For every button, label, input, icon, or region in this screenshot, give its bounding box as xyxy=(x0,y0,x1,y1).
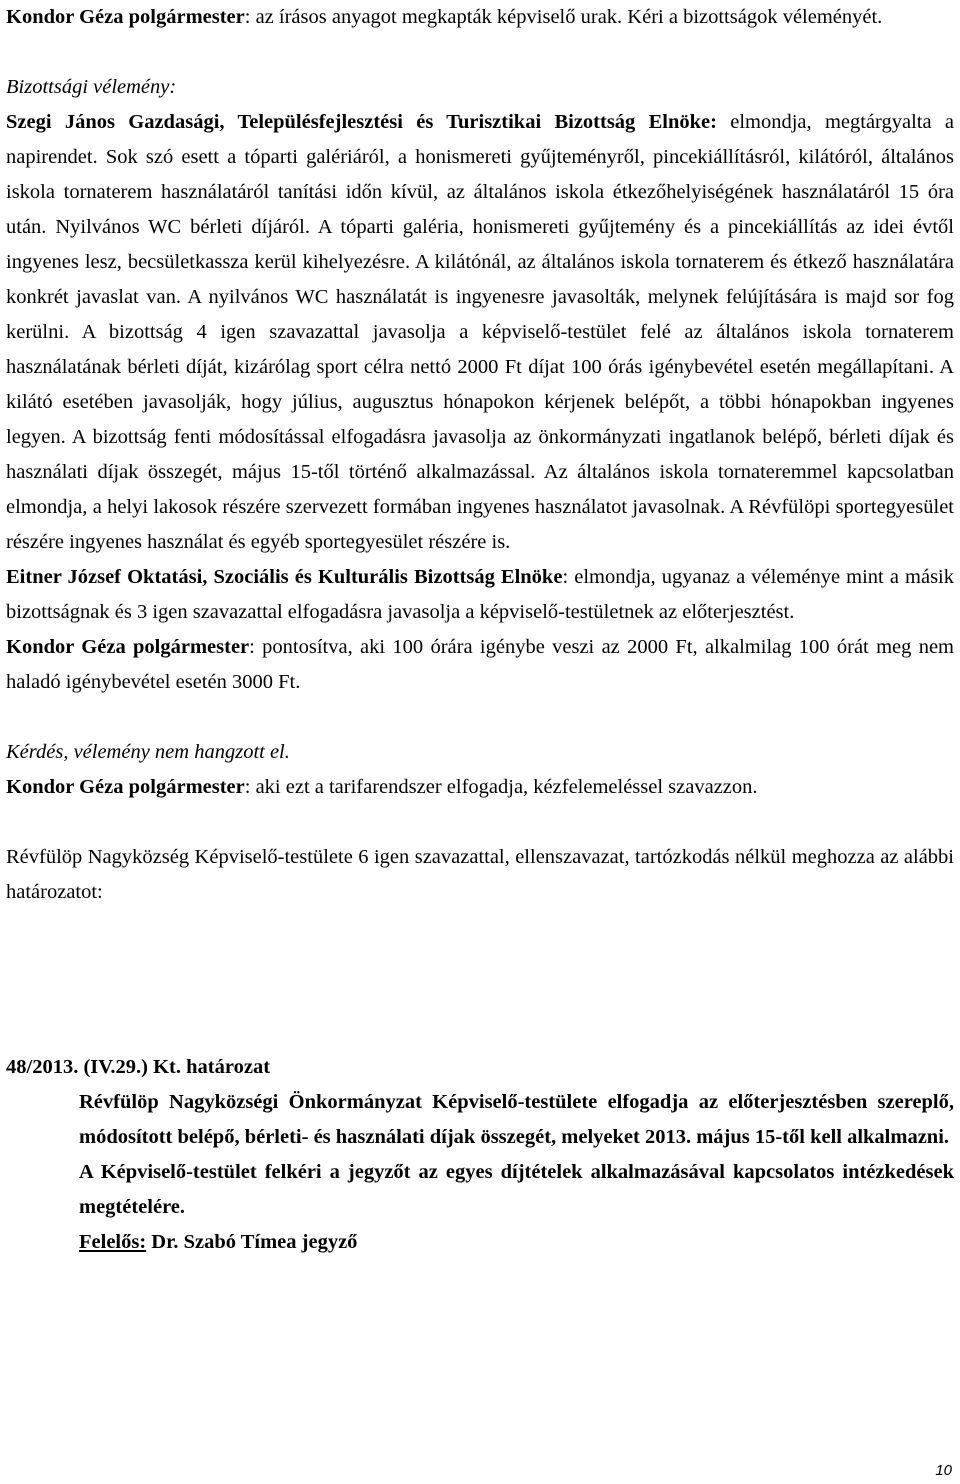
resolution-request: A Képviselő-testület felkéri a jegyzőt az egyes díjtételek alkalmazásával kapcsolatos intézkedések megtételére. xyxy=(79,1161,954,1218)
speaker-name: Kondor Géza polgármester xyxy=(6,776,245,798)
paragraph-text: : az írásos anyagot megkapták képviselő urak. Kéri a bizottságok véleményét. xyxy=(244,6,883,28)
paragraph-text: elmondja, megtárgyalta a napirendet. Sok szó esett a tóparti galériáról, a honismereti gyűjteményről, pincekiállításról, kilátóról, általános iskola tornaterem használatáról tanítási időn kívül, az általános iskola étkezőhelyiségének használatáról 15 óra után. Nyilvános WC bérleti díjáról. A tóparti galéria, honismereti gyűjtemény és a pincekiállítás az idei évtől ingyenes lesz, becsületkassza kerül kihelyezésre. A kilátónál, az általános iskola tornaterem és étkező használatára konkrét javaslat van. A nyilvános WC használatát is ingyenesre javasolták, melynek felújítására is majd sor fog kerülni. A bizottság 4 igen szavazattal javasolja a képviselő-testület felé az általános iskola tornaterem használatának bérleti díját, kizárólag sport célra nettó 2000 Ft díjat 100 órás igénybevétel esetén megállapítani. A kilátó esetében javasolják, hogy július, augusztus hónapokon kérjenek belépőt, a többi hónapokban ingyenes legyen. A bizottság fenti módosítással elfogadásra javasolja az önkormányzati ingatlanok belépő, bérleti díjak és használati díjak összegét, május 15-től történő alkalmazással. Az általános iskola tornateremmel kapcsolatban elmondja, a helyi lakosok részére szervezett formában ingyenes használatot javasolnak. A Révfülöpi sportegyesület részére ingyenes használat és egyéb sportegyesület részére is. xyxy=(6,111,954,553)
spacer xyxy=(6,980,954,1015)
paragraph-mayor-vote-call xyxy=(6,770,954,805)
vote-statement: Révfülöp Nagyközség Képviselő-testülete 6 igen szavazattal, ellenszavazat, tartózkodás nélkül meghozza az alábbi határozatot: xyxy=(6,846,954,903)
paragraph-mayor-intro xyxy=(6,0,954,35)
spacer xyxy=(6,35,954,70)
resolution-decision: Révfülöp Nagyközségi Önkormányzat Képviselő-testülete elfogadja az előterjesztésben szereplő, módosított belépő, bérleti- és használati díjak összegét, melyeket 2013. május 15-től kell alkalmazni. xyxy=(79,1091,954,1148)
paragraph-text: : aki ezt a tarifarendszer elfogadja, kézfelemeléssel szavazzon. xyxy=(244,776,758,798)
no-questions-note: Kérdés, vélemény nem hangzott el. xyxy=(6,741,290,763)
paragraph-text: : elmondja, ugyanaz a véleménye mint a másik bizottságnak és 3 igen szavazattal elfogadásra javasolja a képviselő-testületnek az előterjesztést. xyxy=(6,566,954,623)
spacer xyxy=(6,945,954,980)
committee-heading: Bizottsági vélemény: xyxy=(6,76,177,98)
spacer xyxy=(6,1015,954,1050)
paragraph-education-committee xyxy=(6,560,954,630)
speaker-name: Eitner József Oktatási, Szociális és Kulturális Bizottság Elnöke xyxy=(6,566,563,588)
page-number: 10 xyxy=(935,1462,952,1479)
paragraph-economic-committee xyxy=(6,105,954,560)
speaker-name: Szegi János Gazdasági, Településfejlesztési és Turisztikai Bizottság Elnöke: xyxy=(6,111,717,133)
speaker-name: Kondor Géza polgármester xyxy=(6,636,250,658)
paragraph-text: : pontosítva, aki 100 órára igénybe veszi az 2000 Ft, alkalmilag 100 órát meg nem haladó igénybevétel esetén 3000 Ft. xyxy=(6,636,954,693)
paragraph-mayor-clarification xyxy=(6,630,954,700)
speaker-name: Kondor Géza polgármester xyxy=(6,6,245,28)
responsible-label: Felelős: xyxy=(79,1231,147,1253)
resolution-responsible xyxy=(79,1225,954,1260)
resolution-title: 48/2013. (IV.29.) Kt. határozat xyxy=(6,1056,271,1078)
spacer xyxy=(6,805,954,840)
spacer xyxy=(6,910,954,945)
responsible-name: Dr. Szabó Tímea jegyző xyxy=(146,1231,358,1253)
spacer xyxy=(6,700,954,735)
resolution-body xyxy=(6,1085,954,1260)
document-page xyxy=(6,0,954,1260)
